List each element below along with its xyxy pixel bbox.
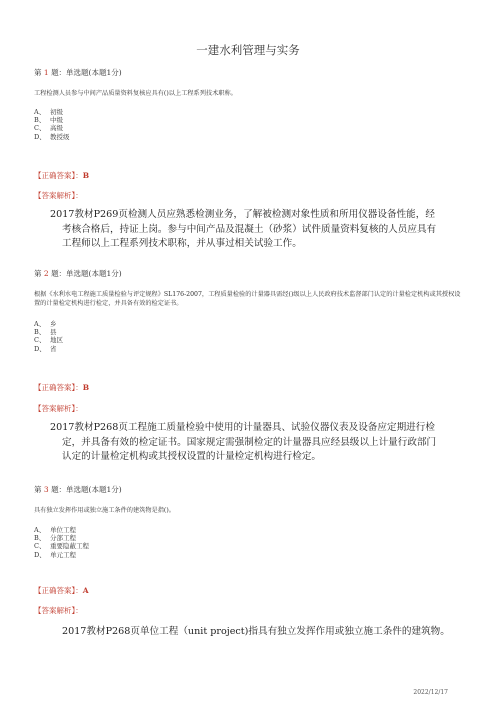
explanation-label-2: 【答案解析】： xyxy=(34,404,83,413)
footer-date: 2022/12/17 xyxy=(413,689,448,696)
option-d xyxy=(34,345,464,353)
option-list xyxy=(34,108,464,141)
explanation-line: 工程师以上工程系列技术职称，并从事过相关试验工作。 xyxy=(62,238,302,250)
option-key: A、 xyxy=(34,108,46,116)
option-b xyxy=(34,534,464,542)
explanation-line: 认定的计量检定机构或其授权设置的计量检定机构进行检定。 xyxy=(62,451,322,463)
option-b xyxy=(34,328,464,336)
answer-value: A xyxy=(82,586,89,595)
option-d xyxy=(34,133,464,141)
question-number: 1 xyxy=(43,68,49,77)
option-a xyxy=(34,108,464,116)
option-c xyxy=(34,124,464,132)
option-key: C、 xyxy=(34,542,46,551)
explanation-1 xyxy=(50,208,470,252)
option-key: A、 xyxy=(34,320,46,328)
question-number: 3 xyxy=(43,485,49,494)
answer-line-2 xyxy=(34,382,89,393)
option-key: C、 xyxy=(34,336,46,345)
question-2 xyxy=(34,268,464,353)
question-text: 根据《水利水电工程施工质量检验与评定规程》SL176-2007，工程质量检验的计量器具需经()级以上人民政府技术监督部门认定的计量检定机构或其授权设置的计量检定机构进行检定，并具备有效的检定证书。 xyxy=(34,291,461,307)
option-text: 单位工程 xyxy=(50,526,76,534)
explanation-line: 2017教材P268页单位工程（unit project)指具有独立发挥作用或独立施工条件的建筑物。 xyxy=(62,626,450,637)
question-header xyxy=(34,268,464,279)
question-header xyxy=(34,484,464,495)
option-key: D、 xyxy=(34,132,46,141)
option-text: 高级 xyxy=(50,124,63,133)
option-list xyxy=(34,320,464,353)
option-c xyxy=(34,542,464,550)
question-3 xyxy=(34,484,464,559)
option-key: B、 xyxy=(34,534,46,543)
answer-line-3 xyxy=(34,585,89,596)
explanation-label-3: 【答案解析】： xyxy=(34,606,83,615)
option-text: 地区 xyxy=(50,336,63,345)
option-key: D、 xyxy=(34,344,46,353)
option-text: 省 xyxy=(50,344,57,353)
question-label-prefix: 第 xyxy=(34,269,42,278)
question-number: 2 xyxy=(43,269,49,278)
option-a xyxy=(34,320,464,328)
explanation-line: 考核合格后，持证上岗。参与中间产品及混凝土（砂浆）试件质量资料复核的人员应具有 xyxy=(62,223,437,235)
question-1 xyxy=(34,67,464,141)
option-b xyxy=(34,116,464,124)
explanation-line: 定，并具备有效的检定证书。国家规定需强制检定的计量器具应经县级以上计量行政部门 xyxy=(62,436,437,448)
option-c xyxy=(34,336,464,344)
option-key: A、 xyxy=(34,526,46,534)
question-label-prefix: 第 xyxy=(34,68,42,77)
option-text: 重要隐蔽工程 xyxy=(50,542,89,551)
question-type: 题：单选题(本题1分) xyxy=(51,68,122,77)
answer-line-1 xyxy=(34,170,89,181)
answer-label: 【正确答案】： xyxy=(34,586,83,595)
explanation-3 xyxy=(62,625,472,640)
option-key: B、 xyxy=(34,328,46,337)
option-d xyxy=(34,551,464,559)
question-label-prefix: 第 xyxy=(34,485,42,494)
answer-value: B xyxy=(82,383,90,392)
option-list xyxy=(34,526,464,559)
option-key: D、 xyxy=(34,550,46,559)
option-a xyxy=(34,526,464,534)
option-text: 单元工程 xyxy=(50,550,76,559)
explanation-line: 2017教材P268页工程施工质量检验中使用的计量器具、试验仪器仪表及设备应定期进行检 xyxy=(50,422,435,433)
option-text: 分部工程 xyxy=(50,534,76,543)
explanation-label-1: 【答案解析】： xyxy=(34,191,83,200)
option-text: 教授级 xyxy=(50,132,70,141)
question-text: 具有独立发挥作用或独立施工条件的建筑物是指()。 xyxy=(34,507,175,514)
question-type: 题：单选题(本题1分) xyxy=(51,269,122,278)
question-header xyxy=(34,67,464,78)
answer-label: 【正确答案】： xyxy=(34,383,83,392)
option-text: 县 xyxy=(50,328,57,337)
option-key: B、 xyxy=(34,116,46,125)
explanation-2 xyxy=(50,421,470,465)
answer-label: 【正确答案】： xyxy=(34,171,83,180)
option-key: C、 xyxy=(34,124,46,133)
question-text: 工程检测人员参与中间产品质量资料复核应具有()以上工程系列技术职称。 xyxy=(34,90,237,97)
option-text: 乡 xyxy=(50,320,57,328)
explanation-line: 2017教材P269页检测人员应熟悉检测业务，了解被检测对象性质和所用仪器设备性能，经 xyxy=(50,209,435,220)
option-text: 中级 xyxy=(50,116,63,125)
answer-value: B xyxy=(82,171,90,180)
question-type: 题：单选题(本题1分) xyxy=(51,485,122,494)
option-text: 初级 xyxy=(50,108,63,116)
document-title: 一建水利管理与实务 xyxy=(196,43,300,57)
